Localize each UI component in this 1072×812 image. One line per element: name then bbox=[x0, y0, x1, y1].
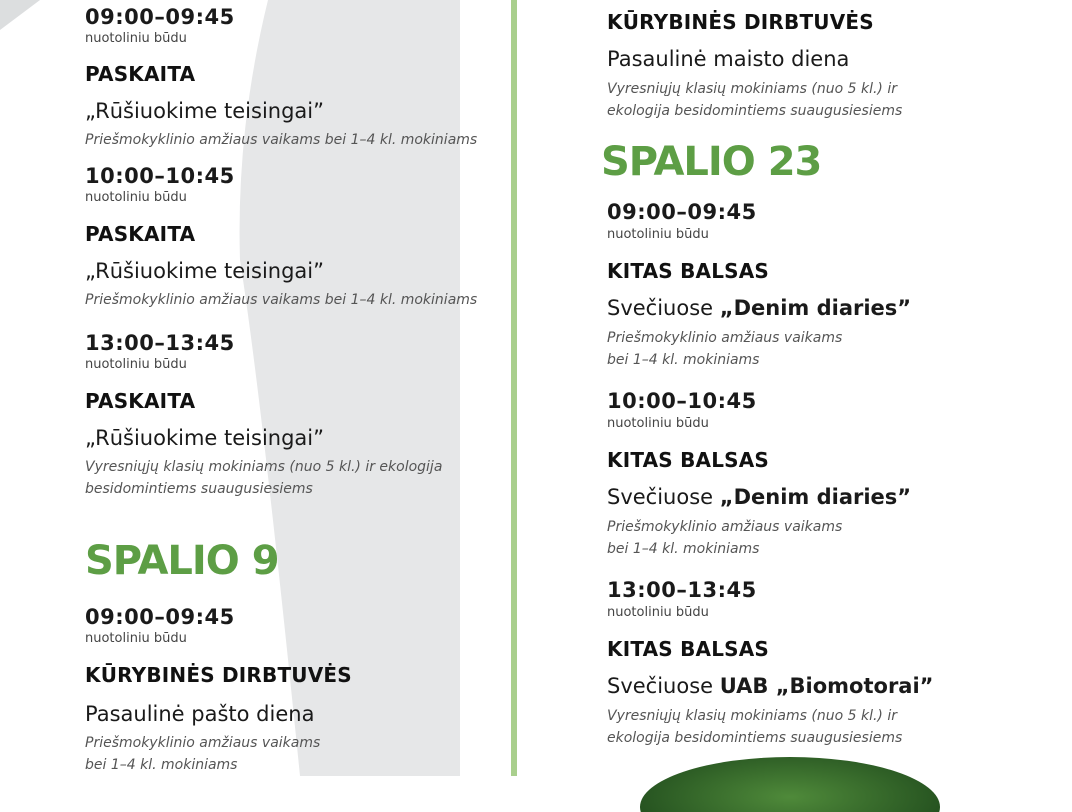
event-time: 13:00–13:45 bbox=[607, 578, 757, 602]
event-type: PASKAITA bbox=[85, 389, 196, 413]
event-time: 09:00–09:45 bbox=[85, 605, 235, 629]
event-time: 10:00–10:45 bbox=[607, 389, 757, 413]
event-audience: Vyresniųjų klasių mokiniams (nuo 5 kl.) ir ekologija besidomintiems suaugusiesiems bbox=[607, 81, 903, 119]
event-audience: Vyresniųjų klasių mokiniams (nuo 5 kl.) ir ekologija besidomintiems suaugusiesiems bbox=[607, 708, 903, 746]
day-title: SPALIO 23 bbox=[601, 139, 822, 185]
event-name: Svečiuose „Denim diaries” bbox=[607, 296, 912, 320]
event-audience: Priešmokyklinio amžiaus vaikams bei 1–4 kl. mokiniams bbox=[607, 330, 843, 368]
day-title: SPALIO 9 bbox=[85, 538, 279, 584]
event-time: 09:00–09:45 bbox=[85, 5, 235, 29]
event-name: Pasaulinė pašto diena bbox=[85, 702, 315, 726]
event-type: KITAS BALSAS bbox=[607, 448, 770, 472]
column-divider bbox=[511, 0, 517, 776]
event-type: PASKAITA bbox=[85, 62, 196, 86]
event-mode: nuotoliniu būdu bbox=[85, 357, 187, 372]
event-time: 09:00–09:45 bbox=[607, 200, 757, 224]
event-name: Pasaulinė maisto diena bbox=[607, 47, 850, 71]
event-audience: Priešmokyklinio amžiaus vaikams bei 1–4 kl. mokiniams bbox=[607, 519, 843, 557]
event-mode: nuotoliniu būdu bbox=[85, 31, 187, 46]
event-mode: nuotoliniu būdu bbox=[85, 190, 187, 205]
event-mode: nuotoliniu būdu bbox=[85, 631, 187, 646]
event-name: Svečiuose UAB „Biomotorai” bbox=[607, 674, 934, 698]
event-type: KŪRYBINĖS DIRBTUVĖS bbox=[607, 10, 874, 34]
event-audience: Priešmokyklinio amžiaus vaikams bei 1–4 kl. mokiniams bbox=[85, 735, 321, 773]
event-mode: nuotoliniu būdu bbox=[607, 227, 709, 242]
event-type: KITAS BALSAS bbox=[607, 637, 770, 661]
event-audience: Priešmokyklinio amžiaus vaikams bei 1–4 kl. mokiniams bbox=[85, 132, 478, 148]
event-type: KITAS BALSAS bbox=[607, 259, 770, 283]
event-name: „Rūšiuokime teisingai” bbox=[85, 259, 324, 283]
green-leaf-decoration bbox=[640, 752, 940, 812]
event-mode: nuotoliniu būdu bbox=[607, 605, 709, 620]
event-mode: nuotoliniu būdu bbox=[607, 416, 709, 431]
event-time: 10:00–10:45 bbox=[85, 164, 235, 188]
event-name: „Rūšiuokime teisingai” bbox=[85, 426, 324, 450]
event-type: KŪRYBINĖS DIRBTUVĖS bbox=[85, 663, 352, 687]
event-name: „Rūšiuokime teisingai” bbox=[85, 99, 324, 123]
event-name: Svečiuose „Denim diaries” bbox=[607, 485, 912, 509]
event-audience: Priešmokyklinio amžiaus vaikams bei 1–4 kl. mokiniams bbox=[85, 292, 478, 308]
event-type: PASKAITA bbox=[85, 222, 196, 246]
event-time: 13:00–13:45 bbox=[85, 331, 235, 355]
event-audience: Vyresniųjų klasių mokiniams (nuo 5 kl.) ir ekologija besidomintiems suaugusiesiems bbox=[85, 459, 443, 497]
